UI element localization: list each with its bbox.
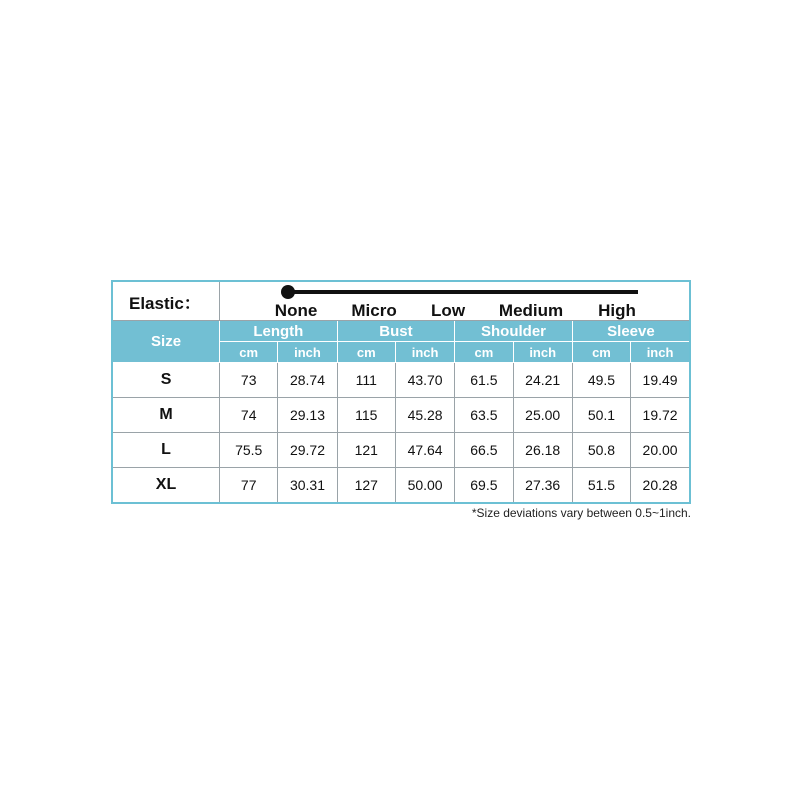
elastic-level-high: High (598, 301, 636, 320)
group-header-bust: Bust (337, 321, 455, 342)
table-cell: 25.00 (513, 398, 572, 433)
table-row (112, 468, 690, 504)
size-column-header: Size (112, 321, 220, 363)
table-cell: 75.5 (220, 433, 278, 468)
elastic-level-none: None (274, 301, 318, 320)
table-cell: 50.1 (572, 398, 630, 433)
group-header-row (112, 321, 690, 342)
elastic-scale (220, 282, 689, 320)
size-cell: L (112, 433, 220, 468)
unit-header: cm (455, 342, 513, 363)
table-cell: 127 (337, 468, 395, 504)
table-cell: 51.5 (572, 468, 630, 504)
table-cell: 66.5 (455, 433, 513, 468)
table-cell: 121 (337, 433, 395, 468)
group-header-sleeve: Sleeve (572, 321, 690, 342)
table-cell: 74 (220, 398, 278, 433)
elastic-level-micro: Micro (351, 301, 397, 320)
table-cell: 29.72 (278, 433, 337, 468)
unit-header: inch (513, 342, 572, 363)
elastic-row (112, 281, 690, 321)
unit-header: inch (395, 342, 454, 363)
table-cell: 63.5 (455, 398, 513, 433)
table-cell: 19.49 (631, 363, 690, 398)
elastic-line (286, 290, 638, 294)
table-cell: 61.5 (455, 363, 513, 398)
table-cell: 43.70 (395, 363, 454, 398)
table-cell: 29.13 (278, 398, 337, 433)
table-cell: 115 (337, 398, 395, 433)
table-cell: 45.28 (395, 398, 454, 433)
elastic-levels (220, 301, 689, 319)
table-row (112, 398, 690, 433)
table-cell: 69.5 (455, 468, 513, 504)
unit-header: cm (220, 342, 278, 363)
table-cell: 20.00 (631, 433, 690, 468)
size-cell: S (112, 363, 220, 398)
table-cell: 20.28 (631, 468, 690, 504)
size-table (111, 280, 691, 504)
table-cell: 28.74 (278, 363, 337, 398)
table-cell: 50.00 (395, 468, 454, 504)
size-cell: M (112, 398, 220, 433)
table-cell: 77 (220, 468, 278, 504)
unit-header: inch (278, 342, 337, 363)
table-row (112, 363, 690, 398)
table-row (112, 433, 690, 468)
table-cell: 111 (337, 363, 395, 398)
unit-header: cm (337, 342, 395, 363)
size-cell: XL (112, 468, 220, 504)
elastic-scale-cell (220, 281, 690, 321)
table-cell: 26.18 (513, 433, 572, 468)
table-cell: 24.21 (513, 363, 572, 398)
table-cell: 19.72 (631, 398, 690, 433)
table-cell: 73 (220, 363, 278, 398)
size-chart (111, 280, 691, 520)
elastic-level-low: Low (431, 301, 466, 320)
size-deviation-note: *Size deviations vary between 0.5~1inch. (471, 506, 691, 520)
table-cell: 47.64 (395, 433, 454, 468)
table-cell: 49.5 (572, 363, 630, 398)
elastic-label: Elastic： (112, 281, 220, 321)
unit-header: cm (572, 342, 630, 363)
group-header-shoulder: Shoulder (455, 321, 573, 342)
elastic-level-medium: Medium (498, 301, 564, 320)
table-cell: 27.36 (513, 468, 572, 504)
table-cell: 30.31 (278, 468, 337, 504)
table-cell: 50.8 (572, 433, 630, 468)
elastic-indicator-dot (281, 285, 295, 299)
group-header-length: Length (220, 321, 338, 342)
unit-header: inch (631, 342, 690, 363)
